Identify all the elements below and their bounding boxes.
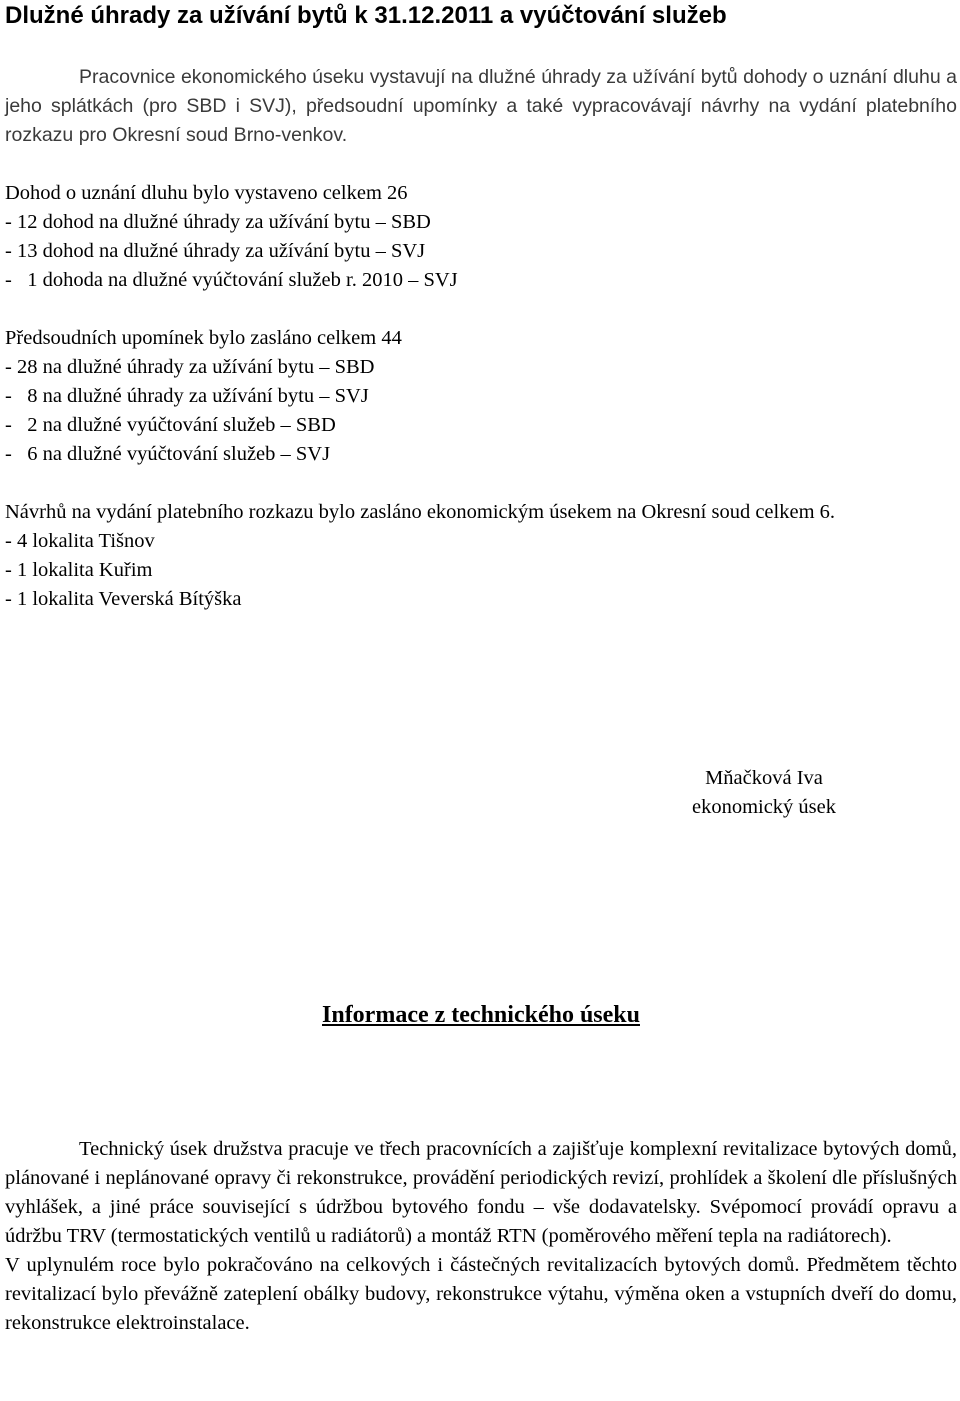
page-title: Dlužné úhrady za užívání bytů k 31.12.2011 a vyúčtování služeb	[5, 2, 727, 29]
technical-paragraph-1: Technický úsek družstva pracuje ve třech pracovnících a zajišťuje komplexní revitalizace bytových domů, plánované i neplánované opravy či rekonstrukce, provádění periodických revizí, prohlídek a školení dle příslušných vyhlášek, a jiné práce související s údržbou bytového fondu – vše dodavatelsky. Svépomocí provádí opravu a údržbu TRV (termostatických ventilů u radiátorů) a montáž RTN (poměrového měření tepla na radiátorech).	[5, 1138, 957, 1247]
proposals-section	[5, 498, 957, 614]
proposals-list	[5, 527, 957, 614]
list-item: - 1 lokalita Veverská Bítýška	[5, 588, 242, 610]
list-item: - 12 dohod na dlužné úhrady za užívání bytu – SBD	[5, 211, 431, 233]
list-item: - 8 na dlužné úhrady za užívání bytu – SVJ	[5, 385, 369, 407]
list-item: - 1 dohoda na dlužné vyúčtování služeb r. 2010 – SVJ	[5, 269, 458, 291]
agreements-list	[5, 208, 957, 295]
document-page	[5, 0, 957, 1334]
technical-paragraph-2: V uplynulém roce bylo pokračováno na celkových i částečných revitalizacích bytových domů. Předmětem těchto revitalizací bylo převážně zateplení obálky budovy, rekonstrukce výtahu, výměna oken a vstupních dveří do domu, rekonstrukce elektroinstalace.	[5, 1254, 957, 1334]
list-item: - 1 lokalita Kuřim	[5, 559, 153, 581]
reminders-list	[5, 353, 957, 469]
list-item: - 2 na dlužné vyúčtování služeb – SBD	[5, 414, 336, 436]
proposals-heading: Návrhů na vydání platebního rozkazu bylo zasláno ekonomickým úsekem na Okresní soud celkem 6.	[5, 501, 836, 523]
list-item: - 4 lokalita Tišnov	[5, 530, 155, 552]
agreements-heading: Dohod o uznání dluhu bylo vystaveno celkem 26	[5, 182, 408, 204]
reminders-heading: Předsoudních upomínek bylo zasláno celkem 44	[5, 327, 402, 349]
technical-heading: Informace z technického úseku	[322, 1002, 640, 1028]
list-item: - 13 dohod na dlužné úhrady za užívání bytu – SVJ	[5, 240, 426, 262]
signature-name: Mňačková Iva	[705, 767, 823, 789]
reminders-section	[5, 324, 957, 469]
list-item: - 6 na dlužné vyúčtování služeb – SVJ	[5, 443, 331, 465]
list-item: - 28 na dlužné úhrady za užívání bytu – SBD	[5, 356, 375, 378]
signature-block	[659, 764, 869, 822]
agreements-section	[5, 179, 957, 295]
technical-section	[5, 1135, 957, 1338]
intro-paragraph: Pracovnice ekonomického úseku vystavují na dlužné úhrady za užívání bytů dohody o uznání dluhu a jeho splátkách (pro SBD i SVJ), předsoudní upomínky a také vypracovávají návrhy na vydání platebního rozkazu pro Okresní soud Brno-venkov.	[5, 66, 957, 146]
signature-department: ekonomický úsek	[691, 796, 837, 818]
